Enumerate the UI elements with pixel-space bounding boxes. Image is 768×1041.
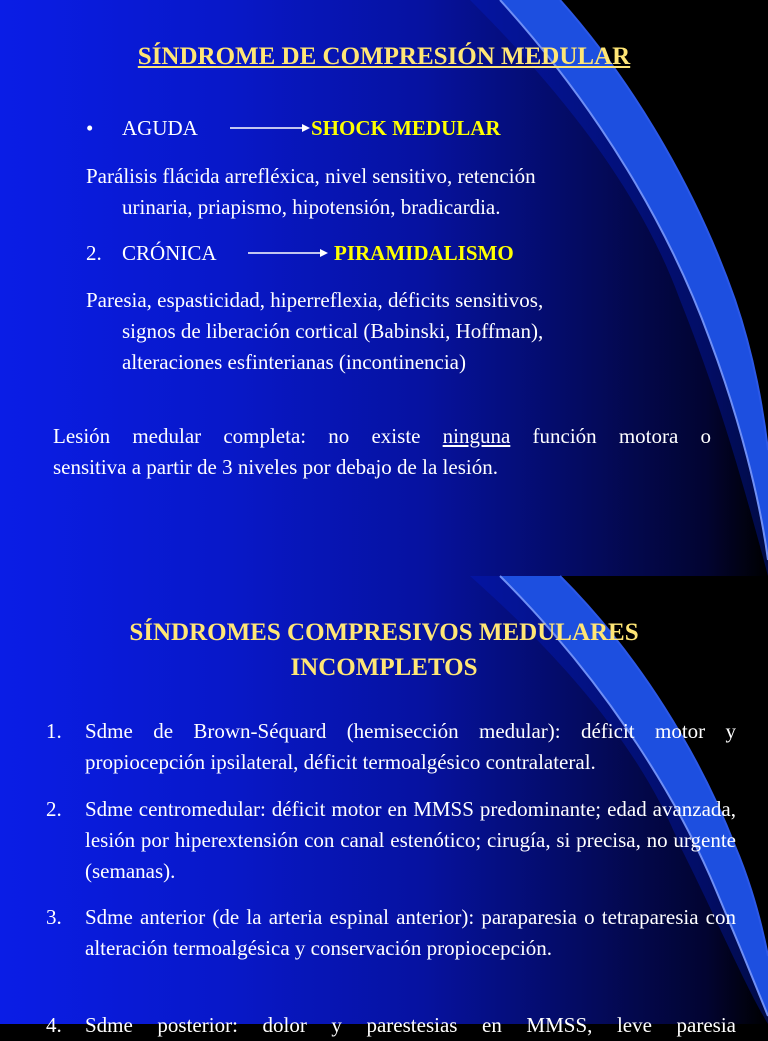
list-item-number: 3. [46,905,62,929]
slide-title-line2: INCOMPLETOS [290,654,478,681]
acute-description-line2: urinaria, priapismo, hipotensión, bradicardia. [122,195,501,219]
list-item-number: 4. [46,1013,62,1037]
list-item [46,716,736,778]
slide-2 [0,576,768,1037]
slide-title: SÍNDROME DE COMPRESIÓN MEDULAR [137,43,631,70]
note-emphasis: ninguna [442,424,511,448]
list-item-text: Sdme anterior (de la arteria espinal anterior): paraparesia o tetraparesia con alteración termoalgésica y conservación propiocepción. [85,905,736,960]
chronic-result: PIRAMIDALISMO [334,241,514,265]
acute-label: AGUDA [122,116,198,140]
note-text: función motora o [532,424,711,448]
acute-result: SHOCK MEDULAR [311,116,501,140]
chronic-description-line1: Paresia, espasticidad, hiperreflexia, déficits sensitivos, [86,288,544,312]
complete-lesion-note-line1 [53,421,711,452]
chronic-description-line3: alteraciones esfinterianas (incontinencia) [122,350,466,374]
list-item-number: 2. [46,797,62,821]
list-item-number: 1. [46,719,62,743]
list-item-text: Sdme centromedular: déficit motor en MMSS predominante; edad avanzada, lesión por hiperextensión con canal estenótico; cirugía, si precisa, no urgente (semanas). [85,797,736,883]
note-text: Lesión medular completa: no existe [53,424,421,448]
arrow-icon [230,120,310,136]
list-item [46,794,736,887]
chronic-label: CRÓNICA [122,241,217,265]
chronic-description-line2: signos de liberación cortical (Babinski, Hoffman), [122,319,544,343]
chronic-marker: 2. [86,241,102,265]
list-item [46,902,736,964]
complete-lesion-note-line2: sensitiva a partir de 3 niveles por debajo de la lesión. [53,455,498,479]
arrow-icon [248,245,328,261]
slide-title-line1: SÍNDROMES COMPRESIVOS MEDULARES [129,619,639,646]
list-item [46,1010,736,1041]
list-item-text: Sdme posterior: dolor y parestesias en MMSS, leve paresia [85,1013,736,1037]
list-item-text: Sdme de Brown-Séquard (hemisección medular): déficit motor y propiocepción ipsilateral, déficit termoalgésico contralateral. [85,719,736,774]
acute-description-line1: Parálisis flácida arrefléxica, nivel sensitivo, retención [86,164,536,188]
bullet-marker: • [86,116,94,140]
